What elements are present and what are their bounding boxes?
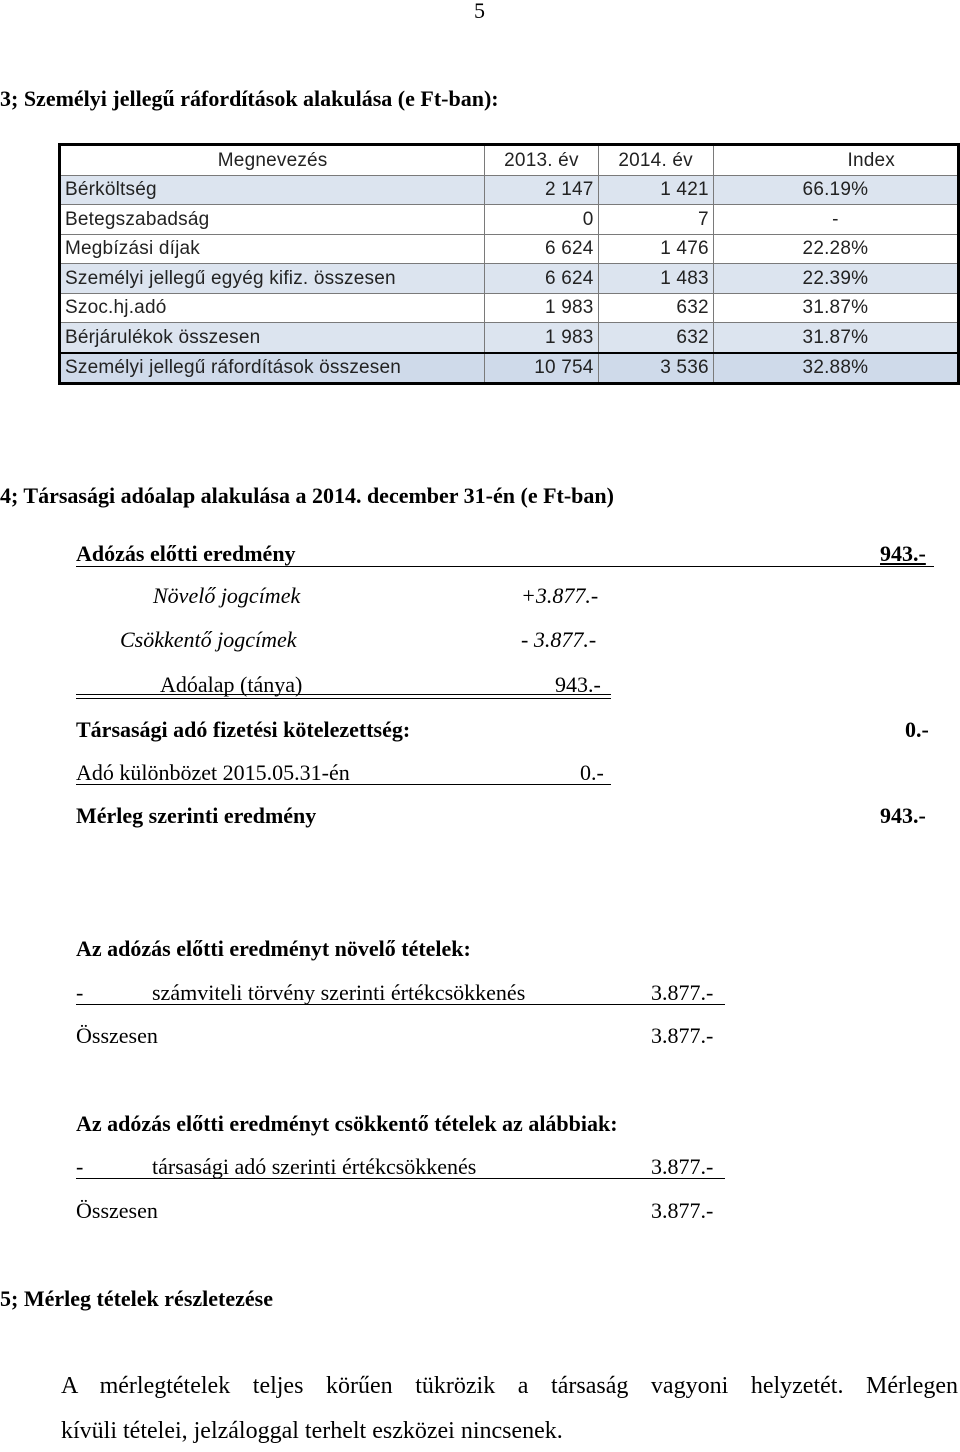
table-row [60,205,959,235]
row-2014: 1 483 [598,264,713,294]
balance-result-value: 943.- [880,803,926,828]
increase-value: +3.877.- [521,583,599,608]
row-2013: 10 754 [485,353,598,384]
row-2014: 7 [598,205,713,235]
row-name: Személyi jellegű ráfordítások összesen [60,353,485,384]
tax-difference-underline [76,784,611,785]
taxbase-label: Adóalap (tánya) [160,672,303,697]
pretax-value: 943.- [880,541,926,566]
row-2013: 0 [485,205,598,235]
decreasing-total-label: Összesen [76,1198,158,1223]
row-index: 31.87% [713,323,958,353]
table-row [60,323,959,353]
corporate-tax-value: 0.- [905,717,929,742]
personnel-costs-table [58,143,960,385]
row-2013: 6 624 [485,234,598,264]
decreasing-item-dash: - [76,1154,84,1179]
row-2014: 632 [598,293,713,323]
decreasing-total-value: 3.877.- [651,1198,714,1223]
table-row [60,264,959,294]
table-row [60,175,959,205]
row-name: Szoc.hj.adó [60,293,485,323]
row-name: Bérköltség [60,175,485,205]
col-header-2014: 2014. év [598,145,713,176]
increasing-item-value: 3.877.- [651,980,714,1005]
row-2014: 632 [598,323,713,353]
row-index: 31.87% [713,293,958,323]
row-name: Megbízási díjak [60,234,485,264]
row-name: Személyi jellegű egyég kifiz. összesen [60,264,485,294]
table-header-row [60,145,959,176]
pretax-label: Adózás előtti eredmény [76,541,296,566]
increasing-total-value: 3.877.- [651,1023,714,1048]
taxbase-double-underline [76,694,611,699]
pretax-underline [76,566,934,567]
row-index: 66.19% [713,175,958,205]
col-header-2013: 2013. év [485,145,598,176]
decrease-label: Csökkentő jogcímek [120,627,297,652]
balance-result-label: Mérleg szerinti eredmény [76,803,317,828]
row-index: 22.39% [713,264,958,294]
row-2014: 1 421 [598,175,713,205]
section5-title: 5; Mérleg tételek részletezése [0,1286,273,1311]
row-name: Betegszabadság [60,205,485,235]
decreasing-item-value: 3.877.- [651,1154,714,1179]
col-header-name: Megnevezés [60,145,485,176]
row-name: Bérjárulékok összesen [60,323,485,353]
corporate-tax-label: Társasági adó fizetési kötelezettség: [76,717,411,742]
row-2013: 1 983 [485,293,598,323]
taxbase-value: 943.- [555,672,601,697]
section5-paragraph-line2: kívüli tételei, jelzáloggal terhelt eszközei nincsenek. [61,1418,563,1444]
table-row [60,293,959,323]
increasing-items-title: Az adózás előtti eredményt növelő tételek: [76,936,471,961]
section3-title: 3; Személyi jellegű ráfordítások alakulása (e Ft-ban): [0,86,499,111]
increasing-item-label: számviteli törvény szerinti értékcsökkenés [152,980,526,1005]
increasing-item-dash: - [76,980,84,1005]
increasing-total-label: Összesen [76,1023,158,1048]
decreasing-item-label: társasági adó szerinti értékcsökkenés [152,1154,477,1179]
row-2013: 2 147 [485,175,598,205]
section4-title: 4; Társasági adóalap alakulása a 2014. december 31-én (e Ft-ban) [0,483,614,508]
decreasing-items-title: Az adózás előtti eredményt csökkentő tételek az alábbiak: [76,1111,618,1136]
increasing-item-underline [76,1004,725,1005]
table-row [60,234,959,264]
row-index: 22.28% [713,234,958,264]
tax-difference-label: Adó különbözet 2015.05.31-én [76,760,350,785]
decrease-value: - 3.877.- [521,627,597,652]
tax-difference-value: 0.- [580,760,604,785]
row-2014: 3 536 [598,353,713,384]
table-total-row [60,353,959,384]
col-header-index: Index [713,145,958,176]
increase-label: Növelő jogcímek [153,583,301,608]
row-index: - [713,205,958,235]
row-2014: 1 476 [598,234,713,264]
row-index: 32.88% [713,353,958,384]
section5-paragraph-line1: A mérlegtételek teljes körűen tükrözik a társaság vagyoni helyzetét. Mérlegen [61,1373,958,1399]
page-number: 5 [474,0,485,23]
decreasing-item-underline [76,1178,725,1179]
row-2013: 1 983 [485,323,598,353]
row-2013: 6 624 [485,264,598,294]
